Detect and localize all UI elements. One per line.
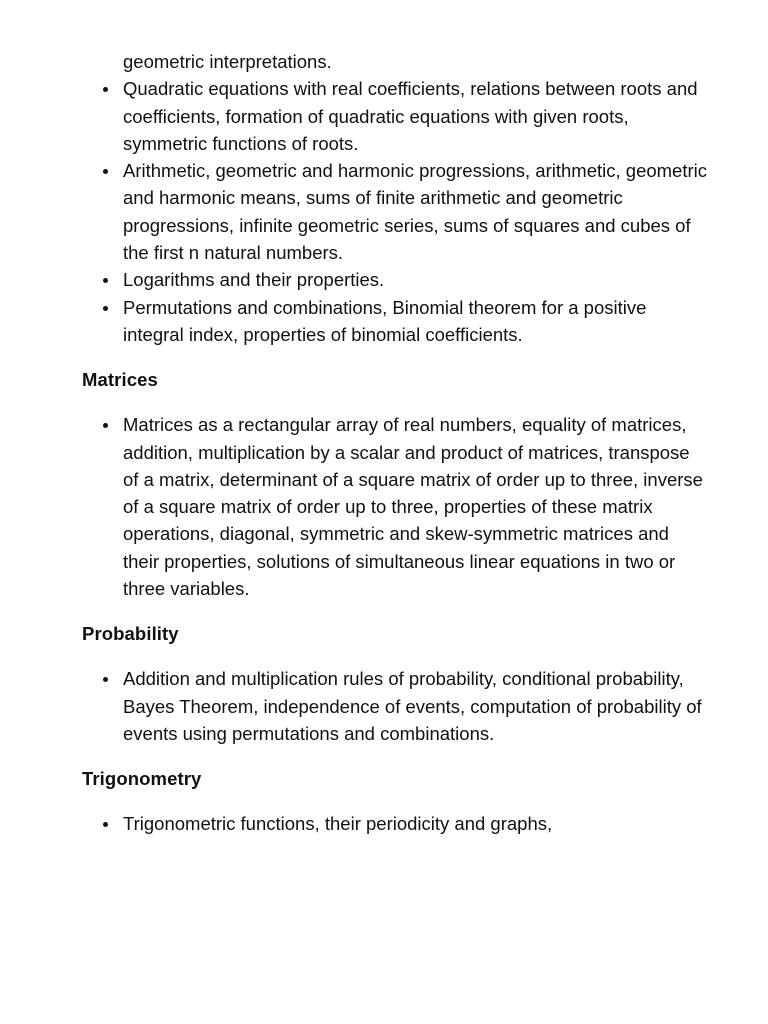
trigonometry-heading: Trigonometry — [82, 768, 202, 790]
trigonometry-list — [82, 810, 708, 837]
algebra-list — [82, 75, 708, 348]
list-item: Addition and multiplication rules of probability, conditional probability, Bayes Theorem, independence of events, computation of probability of events using permutations and combinations. — [123, 665, 708, 747]
list-item: Logarithms and their properties. — [123, 266, 708, 293]
list-item: Quadratic equations with real coefficients, relations between roots and coefficients, formation of quadratic equations with given roots, symmetric functions of roots. — [123, 75, 708, 157]
intro-continuation-text: geometric interpretations. — [123, 51, 332, 72]
matrices-list — [82, 411, 708, 602]
matrices-heading: Matrices — [82, 369, 158, 391]
list-item: Trigonometric functions, their periodicity and graphs, — [123, 810, 708, 837]
list-item: Matrices as a rectangular array of real numbers, equality of matrices, addition, multiplication by a scalar and product of matrices, transpose of a matrix, determinant of a square matrix of order up to three, inverse of a square matrix of order up to three, properties of these matrix operations, diagonal, symmetric and skew-symmetric matrices and their properties, solutions of simultaneous linear equations in two or three variables. — [123, 411, 708, 602]
list-item: Permutations and combinations, Binomial theorem for a positive integral index, properties of binomial coefficients. — [123, 294, 708, 349]
list-item: Arithmetic, geometric and harmonic progressions, arithmetic, geometric and harmonic means, sums of finite arithmetic and geometric progressions, infinite geometric series, sums of squares and cubes of the first n natural numbers. — [123, 157, 708, 266]
probability-list — [82, 665, 708, 747]
probability-heading: Probability — [82, 623, 179, 645]
